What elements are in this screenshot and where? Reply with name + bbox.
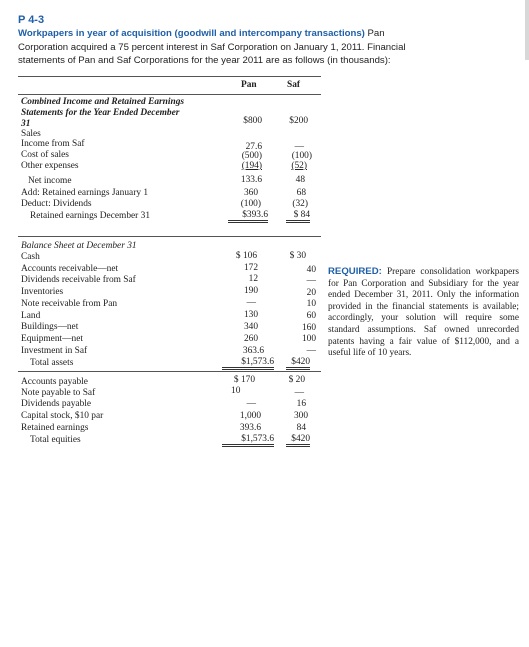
equity-row-saf: 84 [296,423,306,433]
asset-row-pan: $1,573.6 [222,357,274,370]
equity-row-pan: 393.6 [239,423,261,433]
asset-row-label: Dividends receivable from Saf [21,275,136,285]
income-heading-1: Combined Income and Retained Earnings [21,97,185,107]
asset-row-saf: $ 30 [289,251,306,261]
asset-row-saf: — [306,346,316,356]
balance-heading: Balance Sheet at December 31 [21,241,137,251]
column-header-saf: Saf [287,80,301,90]
problem-number: P 4-3 [18,14,45,26]
income-row-label: Income from Saf [21,139,85,149]
asset-row-pan: 190 [243,286,258,296]
asset-row-label: Buildings—net [21,322,79,332]
equity-row-saf: $ 20 [288,375,305,385]
equity-row-pan: 1,000 [239,411,261,421]
equity-row-pan: $1,573.6 [222,434,274,447]
header-bottom-rule [18,94,321,95]
asset-row-label: Total assets [30,358,74,368]
asset-row-pan: 172 [243,263,258,273]
asset-row-saf: 60 [306,311,316,321]
asset-row-saf: 40 [306,265,316,275]
income-row-pan: $393.6 [228,210,268,223]
income-row-pan: (500) [241,151,262,161]
asset-row-saf: — [306,276,316,286]
header-top-rule [18,76,321,77]
equity-row-label: Note payable to Saf [21,388,96,398]
required-instructions [328,266,519,360]
asset-row-saf: 20 [306,288,316,298]
equity-row-pan: $ 170 [233,375,255,385]
equity-row-saf: $420 [286,434,310,447]
income-row-label: Add: Retained earnings January 1 [21,188,149,198]
problem-intro-line3: statements of Pan and Saf Corporations for the year 2011 are as follows (in thousands): [18,55,391,66]
asset-row-label: Land [21,311,41,321]
problem-intro-line1: Pan [364,28,385,39]
asset-row-saf: 100 [301,334,316,344]
income-row-saf: 68 [296,188,306,198]
income-heading-2: Statements for the Year Ended December [21,108,180,118]
asset-row-label: Accounts receivable—net [21,264,119,274]
income-row-label: Cost of sales [21,150,69,160]
problem-intro [18,27,513,68]
income-row-label: Net income [28,176,72,186]
asset-row-pan: 340 [243,322,258,332]
income-row-saf: 48 [295,175,305,185]
asset-row-saf: 160 [301,323,316,333]
equity-row-label: Dividends payable [21,399,92,409]
problem-heading: Workpapers in year of acquisition (goodwill and intercompany transactions) [18,28,365,39]
asset-row-pan: 130 [243,310,258,320]
equity-row-label: Capital stock, $10 par [21,411,104,421]
income-row-saf: (100) [291,151,312,161]
income-row-saf: $200 [289,116,308,126]
asset-row-saf: 10 [306,299,316,309]
equity-row-label: Retained earnings [21,423,89,433]
income-row-saf: (52) [291,161,307,171]
income-row-saf: $ 84 [286,210,310,223]
required-label: REQUIRED: [328,266,382,277]
asset-row-pan: 260 [243,334,258,344]
equity-row-label: Accounts payable [21,377,88,387]
column-header-pan: Pan [241,80,257,90]
asset-row-pan: $ 106 [235,251,257,261]
income-row-pan: (100) [240,199,261,209]
income-row-label: Sales [21,129,41,139]
asset-row-label: Inventories [21,287,64,297]
equity-row-saf: 300 [293,411,308,421]
problem-intro-line2: Corporation acquired a 75 percent interest in Saf Corporation on January 1, 2011. Financial [18,41,406,53]
equity-row-pan: 10 [231,386,241,396]
asset-row-label: Investment in Saf [21,346,88,356]
equity-row-pan: — [246,399,256,409]
income-row-pan: (194) [241,161,262,171]
asset-row-label: Equipment—net [21,334,83,344]
asset-row-pan: 12 [248,274,258,284]
equity-row-saf: — [294,388,304,398]
income-row-saf: — [294,142,304,152]
income-row-pan: 27.6 [245,142,262,152]
income-row-pan: 360 [243,188,258,198]
income-row-pan: 133.6 [240,175,262,185]
asset-row-saf: $420 [286,357,310,370]
income-row-pan: $800 [243,116,262,126]
equities-divider [18,371,321,372]
income-row-label: Deduct: Dividends [21,199,92,209]
asset-row-pan: 363.6 [242,346,264,356]
income-row-label: Other expenses [21,161,79,171]
asset-row-label: Note receivable from Pan [21,299,118,309]
scrollbar-thumb[interactable] [525,0,529,60]
income-row-label: Retained earnings December 31 [30,211,151,221]
equity-row-label: Total equities [30,435,81,445]
required-text: Prepare consolidation workpapers for Pan Corporation and Subsidiary for the year ended December 31, 2011. Only the information provided in the financial statements is available; accordingly, your solution will require some standard assumptions. Saf owned unrecorded patents having a fair value of $112,000, and a useful life of 10 years. [328,267,519,359]
income-heading-3: 31 [21,119,31,129]
income-row-saf: (32) [292,199,308,209]
equity-row-saf: 16 [296,399,306,409]
asset-row-label: Cash [21,252,40,262]
problem-header [18,14,513,68]
asset-row-pan: — [246,298,256,308]
section-divider [18,236,321,237]
